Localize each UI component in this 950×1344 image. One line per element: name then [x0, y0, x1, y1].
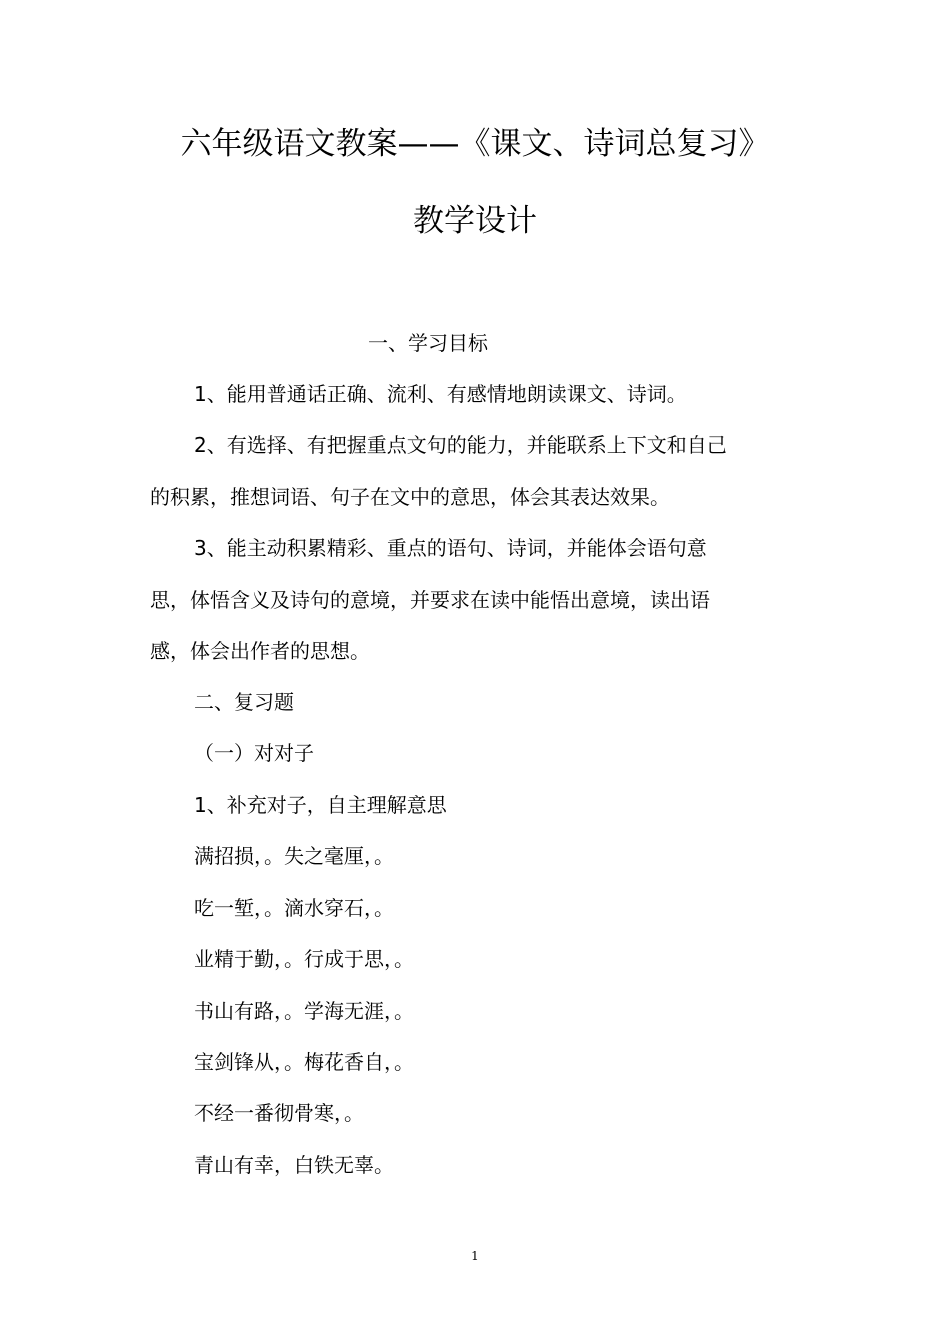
subsection1-heading: （一）对对子 [194, 741, 314, 765]
couplet-line: 青山有幸，白铁无辜。 [194, 1153, 394, 1177]
document-title-line1: 六年级语文教案——《课文、诗词总复习》 [180, 126, 770, 162]
couplet-line: 书山有路，。学海无涯，。 [194, 999, 414, 1023]
couplet-line: 满招损，。失之毫厘，。 [194, 844, 394, 868]
goal2-text-line1: 2、有选择、有把握重点文句的能力，并能联系上下文和自己 [194, 433, 727, 457]
couplet-line: 宝剑锋从，。梅花香自，。 [194, 1050, 414, 1074]
section2-heading: 二、复习题 [194, 690, 294, 714]
goal3-text-line3: 感，体会出作者的思想。 [150, 639, 370, 663]
couplet-line: 不经一番彻骨寒，。 [194, 1101, 364, 1125]
couplet-line: 业精于勤，。行成于思，。 [194, 947, 414, 971]
goal3-text-line2: 思，体悟含义及诗句的意境，并要求在读中能悟出意境，读出语 [150, 588, 710, 612]
goal3-text-line1: 3、能主动积累精彩、重点的语句、诗词，并能体会语句意 [194, 536, 707, 560]
document-title-line2: 教学设计 [413, 203, 537, 239]
task1-text: 1、补充对子，自主理解意思 [194, 793, 447, 817]
goal1-text: 1、能用普通话正确、流利、有感情地朗读课文、诗词。 [194, 382, 687, 406]
couplet-line: 吃一堑，。滴水穿石，。 [194, 896, 394, 920]
page-number: 1 [471, 1249, 479, 1263]
goal2-text-line2: 的积累，推想词语、句子在文中的意思，体会其表达效果。 [150, 485, 670, 509]
section1-heading: 一、学习目标 [368, 331, 488, 355]
